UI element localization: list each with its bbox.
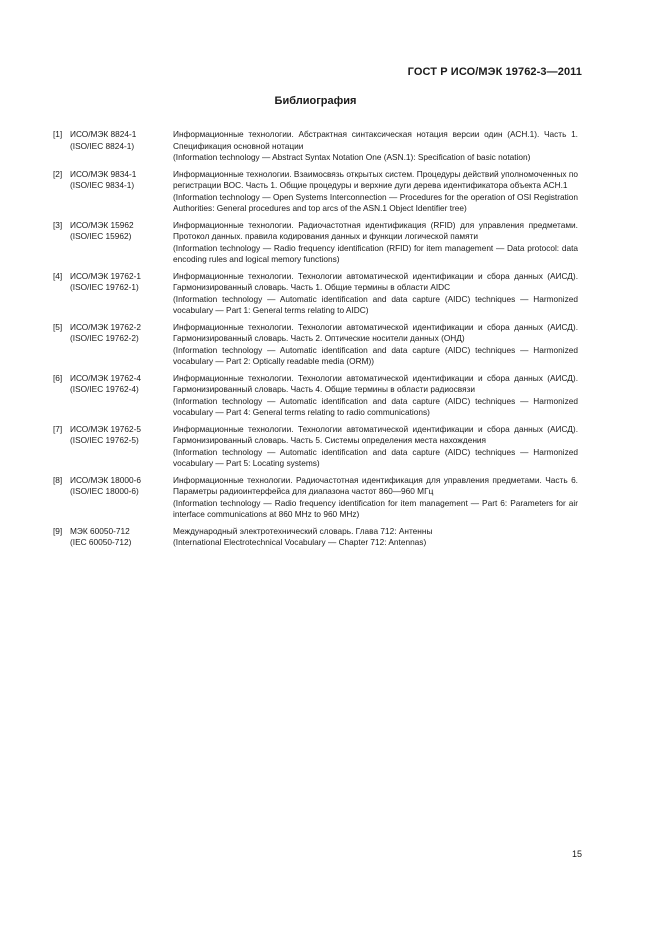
entry-text-ru: Информационные технологии. Технологии автоматической идентификации и сбора данных (АИСД). Гармонизированный словарь. Часть 1. Общие термины в области AIDC — [173, 270, 578, 292]
entry-number: [2] — [53, 168, 63, 179]
entry-text — [173, 526, 578, 549]
entry-text — [173, 129, 578, 164]
page-number: 15 — [572, 849, 583, 859]
entry-code-en: (ISO/IEC 19762-4) — [70, 384, 139, 394]
entry-text-en: (Information technology — Radio frequency identification for item management — Part 6: Parameters for air interface communications at 860 MHz to 960 MHz) — [173, 497, 578, 519]
bibliography-entry — [53, 424, 578, 470]
entry-code-en: (ISO/IEC 19762-1) — [70, 282, 139, 292]
entry-codes — [70, 424, 173, 470]
entry-number: [7] — [53, 423, 63, 434]
entry-code-en: (ISO/IEC 8824-1) — [70, 140, 135, 151]
entry-text-en: (Information technology — Automatic identification and data capture (AIDC) techniques — Harmonized vocabulary — Part 4: General terms relating to radio communications) — [173, 395, 578, 417]
bibliography-entry — [53, 129, 578, 164]
entry-text — [173, 220, 578, 266]
entry-code-ru: ИСО/МЭК 19762-5 — [70, 423, 141, 434]
entry-number: [1] — [53, 129, 63, 139]
bibliography-entry — [53, 271, 578, 317]
entry-text-en: (Information technology — Radio frequency identification (RFID) for item management — Data protocol: data encoding rules and logical memory functions) — [173, 242, 578, 264]
entry-text-en: (International Electrotechnical Vocabulary — Chapter 712: Antennas) — [173, 537, 427, 547]
entry-number: [3] — [53, 219, 63, 230]
bibliography-list — [53, 129, 578, 554]
entry-text-ru: Информационные технологии. Технологии автоматической идентификации и сбора данных (АИСД). Гармонизированный словарь. Часть 5. Системы определения места нахождения — [173, 423, 578, 445]
entry-code-ru: ИСО/МЭК 19762-1 — [70, 270, 141, 281]
entry-text-en: (Information technology — Open Systems Interconnection — Procedures for the operation of OSI Registration Authorities: General procedures and top arcs of the ASN.1 Object Identifier tree) — [173, 191, 578, 213]
entry-text — [173, 322, 578, 368]
entry-code-en: (ISO/IEC 19762-5) — [70, 435, 139, 445]
bibliography-entry — [53, 169, 578, 215]
entry-code-ru: ИСО/МЭК 18000-6 — [70, 474, 141, 485]
document-code-header: ГОСТ Р ИСО/МЭК 19762-3—2011 — [407, 66, 582, 78]
entry-text — [173, 373, 578, 419]
entry-code-ru: МЭК 60050-712 — [70, 525, 130, 536]
entry-code-ru: ИСО/МЭК 9834-1 — [70, 168, 137, 179]
bibliography-entry — [53, 373, 578, 419]
entry-text-ru: Информационные технологии. Абстрактная синтаксическая нотация версии один (АСН.1). Часть 1. Спецификация основной нотации — [173, 129, 578, 151]
entry-text-ru: Информационные технологии. Взаимосвязь открытых систем. Процедуры действий уполномоченных по регистрации ВОС. Часть 1. Общие процедуры и верхние дуги дерева идентификатора объекта АСН.1 — [173, 168, 578, 190]
entry-text-en: (Information technology — Abstract Syntax Notation One (ASN.1): Specification of basic notation) — [173, 152, 531, 162]
entry-text-en: (Information technology — Automatic identification and data capture (AIDC) techniques — Harmonized vocabulary — Part 2: Optically readable media (ORM)) — [173, 344, 578, 366]
entry-code-en: (ISO/IEC 15962) — [70, 231, 132, 241]
bibliography-entry — [53, 220, 578, 266]
entry-text-ru: Информационные технологии. Радиочастотная идентификация (RFID) для управления предметами. Протокол данных. правила кодирования данных и функции логической памяти — [173, 219, 578, 241]
entry-codes — [70, 475, 173, 521]
entry-text-en: (Information technology — Automatic identification and data capture (AIDC) techniques — Harmonized vocabulary — Part 5: Locating systems) — [173, 446, 578, 468]
bibliography-entry — [53, 475, 578, 521]
entry-number: [5] — [53, 321, 63, 332]
entry-code-ru: ИСО/МЭК 19762-2 — [70, 321, 141, 332]
entry-code-en: (ISO/IEC 9834-1) — [70, 180, 135, 190]
entry-code-ru: ИСО/МЭК 8824-1 — [70, 129, 137, 139]
entry-number: [6] — [53, 372, 63, 383]
entry-codes — [70, 526, 173, 549]
entry-code-ru: ИСО/МЭК 15962 — [70, 219, 134, 230]
entry-code-en: (ISO/IEC 19762-2) — [70, 333, 139, 343]
entry-text-ru: Информационные технологии. Технологии автоматической идентификации и сбора данных (АИСД). Гармонизированный словарь. Часть 4. Общие термины в области радиосвязи — [173, 372, 578, 394]
entry-text — [173, 475, 578, 521]
entry-text — [173, 169, 578, 215]
entry-code-en: (ISO/IEC 18000-6) — [70, 486, 139, 496]
entry-codes — [70, 169, 173, 215]
entry-text — [173, 271, 578, 317]
entry-text-ru: Информационные технологии. Технологии автоматической идентификации и сбора данных (АИСД). Гармонизированный словарь. Часть 2. Оптические носители данных (ОНД) — [173, 321, 578, 343]
entry-number: [8] — [53, 474, 63, 485]
bibliography-entry — [53, 322, 578, 368]
entry-code-en: (IEC 60050-712) — [70, 537, 132, 547]
entry-text-ru: Информационные технологии. Радиочастотная идентификация для управления предметами. Часть 6. Параметры радиоинтерфейса для диапазона частот 860—960 МГц — [173, 474, 578, 496]
entry-number: [9] — [53, 525, 63, 536]
entry-number: [4] — [53, 270, 63, 281]
entry-text-en: (Information technology — Automatic identification and data capture (AIDC) techniques — Harmonized vocabulary — Part 1: General terms relating to AIDC) — [173, 293, 578, 315]
entry-codes — [70, 129, 173, 164]
bibliography-entry — [53, 526, 578, 549]
entry-codes — [70, 271, 173, 317]
entry-text — [173, 424, 578, 470]
entry-text-ru: Международный электротехнический словарь. Глава 712: Антенны — [173, 525, 433, 536]
entry-codes — [70, 373, 173, 419]
page-title: Библиография — [274, 95, 357, 107]
entry-codes — [70, 220, 173, 266]
entry-codes — [70, 322, 173, 368]
entry-code-ru: ИСО/МЭК 19762-4 — [70, 372, 141, 383]
